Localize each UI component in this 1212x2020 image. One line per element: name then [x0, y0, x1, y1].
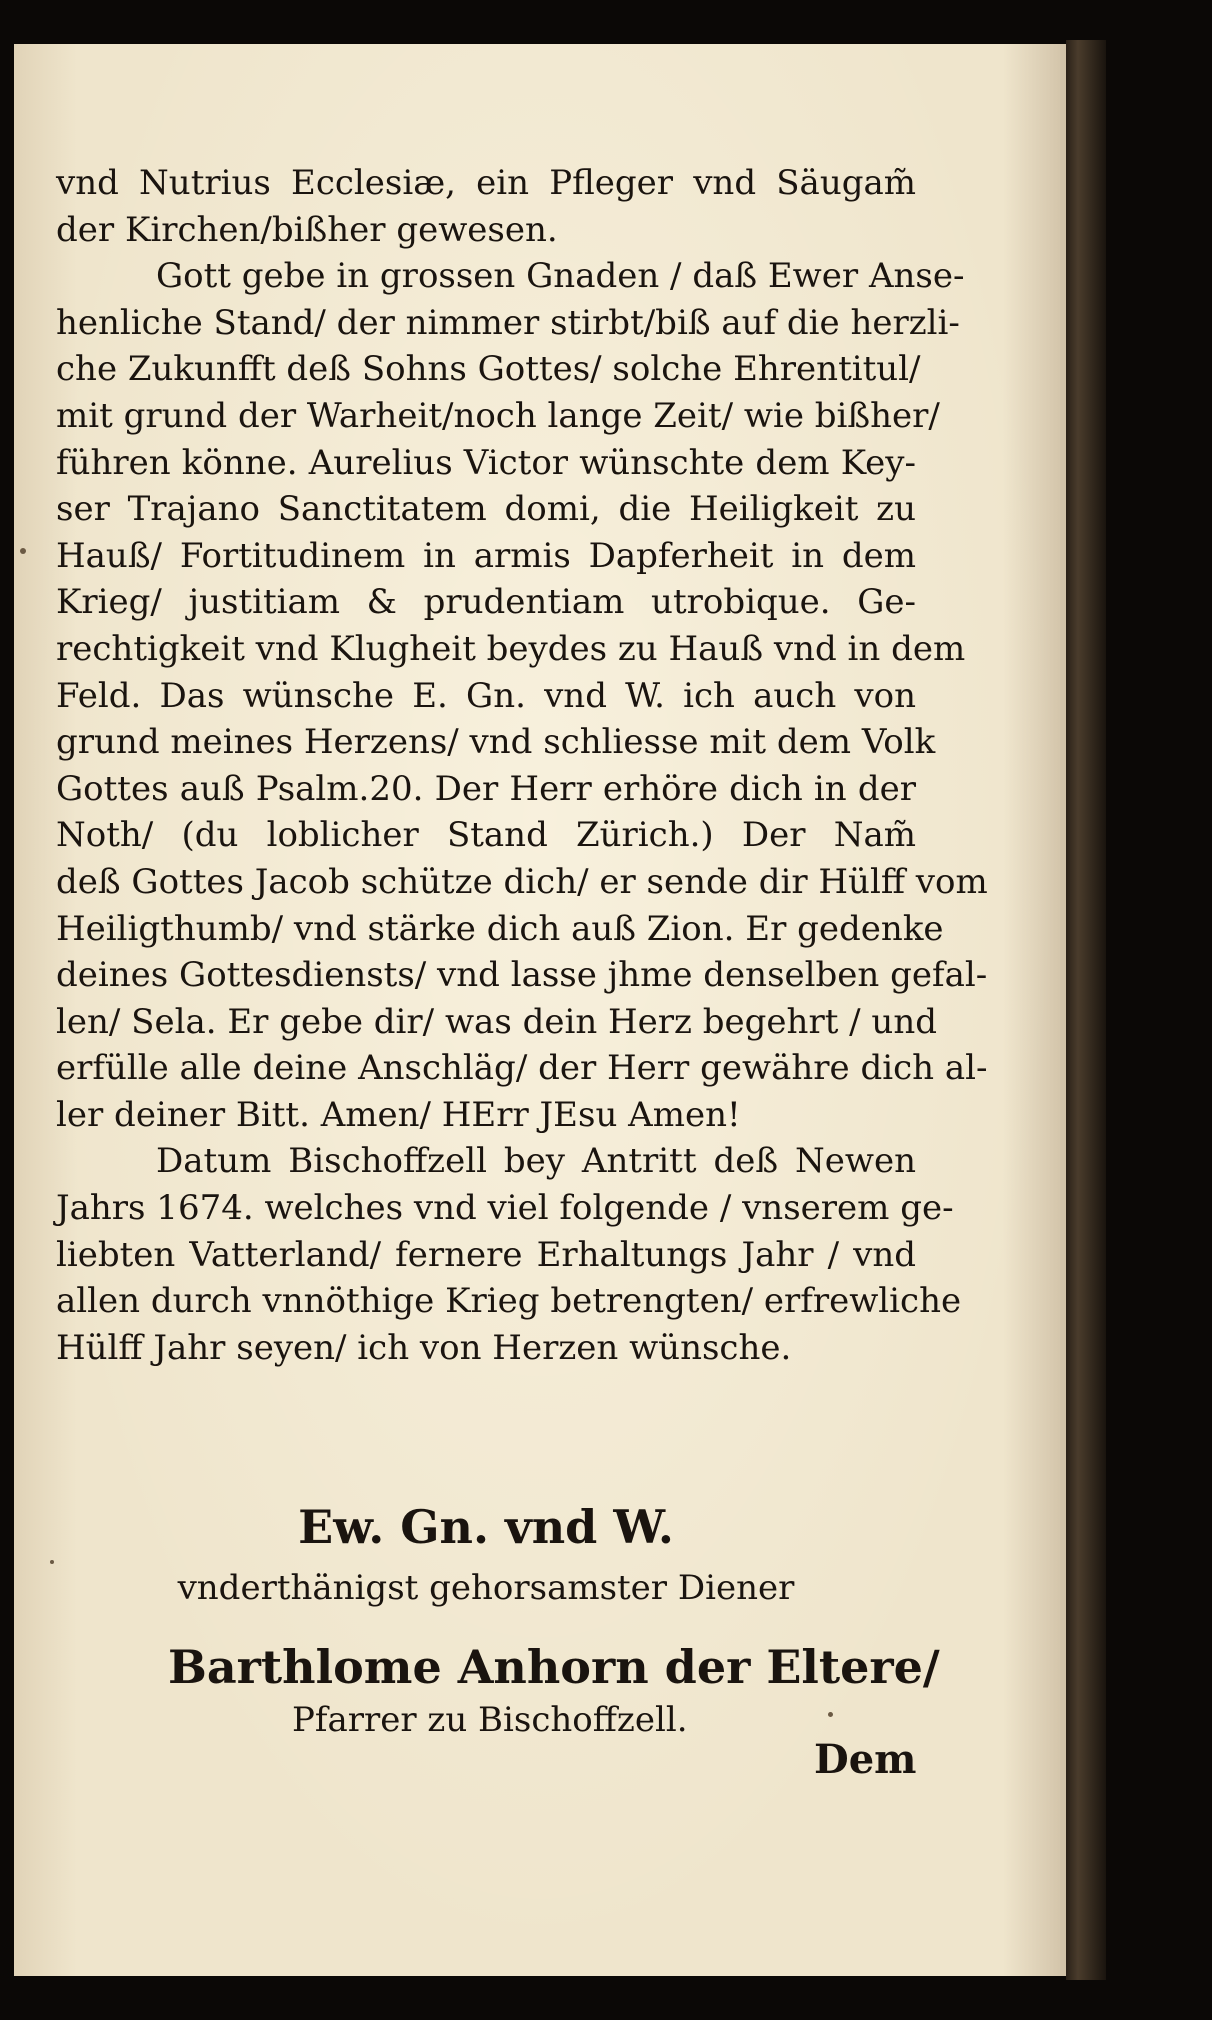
text-line: der Kirchen/bißher gewesen. [56, 209, 558, 250]
closing-block [56, 1500, 940, 1740]
paper-speck [20, 548, 26, 554]
paper-speck [50, 1560, 54, 1564]
text-line: Jahrs 1674. welches vnd viel folgende / vnserem ge- [56, 1188, 954, 1229]
text-line: vnd Nutrius Ecclesiæ, ein Pfleger vnd Säugam̃ [56, 163, 916, 203]
author-place: Pfarrer zu Bischoffzell. [292, 1700, 688, 1740]
text-line: ler deiner Bitt. Amen/ HErr JEsu Amen! [56, 1094, 741, 1135]
body-text [56, 160, 988, 1371]
text-line: deß Gottes Jacob schütze dich/ er sende dir Hülff vom [56, 861, 988, 902]
text-line: Hülff Jahr seyen/ ich von Herzen wünsche. [56, 1327, 792, 1368]
closing-greeting: Ew. Gn. vnd W. [298, 1500, 674, 1554]
text-line: liebten Vatterland/ fernere Erhaltungs Jahr / vnd [56, 1234, 916, 1275]
text-line: deines Gottesdiensts/ vnd lasse jhme denselben gefal- [56, 955, 988, 996]
text-line: erfülle alle deine Anschläg/ der Herr gewähre dich al- [56, 1048, 988, 1089]
text-line: che Zukunfft deß Sohns Gottes/ solche Ehrentitul/ [56, 349, 921, 390]
text-line: Gott gebe in grossen Gnaden / daß Ewer Anse- [156, 256, 965, 297]
text-line: Feld. Das wünsche E. Gn. vnd W. ich auch von [56, 675, 916, 716]
text-line: ser Trajano Sanctitatem domi, die Heiligkeit zu [56, 489, 916, 530]
text-line: Noth/ (du loblicher Stand Zürich.) Der Nam̃ [56, 815, 916, 856]
author-signature: Barthlome Anhorn der Eltere/ [168, 1640, 940, 1694]
text-line: len/ Sela. Er gebe dir/ was dein Herz begehrt / und [56, 1001, 937, 1042]
text-line: grund meines Herzens/ vnd schliesse mit dem Volk [56, 722, 936, 763]
text-line: Gottes auß Psalm.20. Der Herr erhöre dich in der [56, 768, 916, 809]
text-line: mit grund der Warheit/noch lange Zeit/ wie bißher/ [56, 395, 940, 436]
page-edge-shadow [1066, 40, 1106, 1980]
text-line: führen könne. Aurelius Victor wünschte dem Key- [56, 442, 916, 483]
text-line: Krieg/ justitiam & prudentiam utrobique. Ge- [56, 582, 916, 623]
text-line: henliche Stand/ der nimmer stirbt/biß auf die herzli- [56, 302, 960, 343]
closing-servant: vnderthänigst gehorsamster Diener [177, 1568, 795, 1608]
text-line: Datum Bischoffzell bey Antritt deß Newen [156, 1141, 916, 1182]
paper-speck [828, 1712, 833, 1717]
text-line: Heiligthumb/ vnd stärke dich auß Zion. Er gedenke [56, 908, 944, 949]
catchword: Dem [814, 1736, 917, 1783]
text-line: allen durch vnnöthige Krieg betrengten/ erfrewliche [56, 1281, 962, 1322]
text-line: rechtigkeit vnd Klugheit beydes zu Hauß vnd in dem [56, 628, 966, 669]
text-line: Hauß/ Fortitudinem in armis Dapferheit in dem [56, 535, 916, 576]
